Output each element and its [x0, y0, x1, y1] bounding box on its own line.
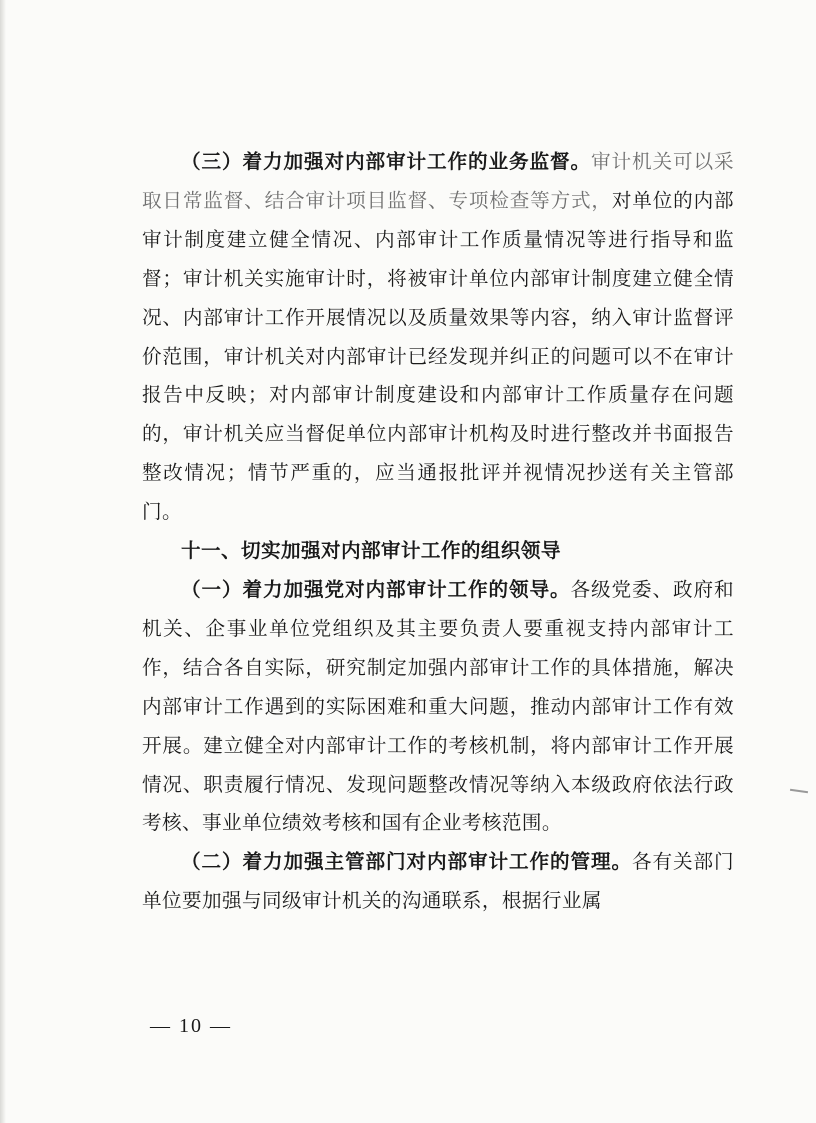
- paragraph-text: 各有关部门单位要加强与同级审计机关的沟通联系，根据行业属: [142, 850, 734, 913]
- paragraph-text: 各级党委、政府和机关、企事业单位党组织及其主要负责人要重视支持内部审计工作，结合各自实际，研究制定加强内部审计工作的具体措施，解决内部审计工作遇到的实际困难和重大问题，推动内部审计工作有效开展。建立健全对内部审计工作的考核机制，将内部审计工作开展情况、职责履行情况、发现问题整改情况等纳入本级政府依法行政考核、事业单位绩效考核和国有企业考核范围。: [142, 577, 734, 835]
- paragraph-lead: （三）着力加强对内部审计工作的业务监督。: [181, 150, 591, 173]
- paragraph-business-supervision: [142, 143, 734, 532]
- page-number: — 10 —: [150, 1015, 232, 1037]
- paragraph-party-leadership: [142, 571, 734, 843]
- paragraph-text: 对单位的内部审计制度建立健全情况、内部审计工作质量情况等进行指导和监督；审计机关实施审计时，将被审计单位内部审计制度建立健全情况、内部审计工作开展情况以及质量效果等内容，纳入审计监督评价范围，审计机关对内部审计已经发现并纠正的问题可以不在审计报告中反映；对内部审计制度建设和内部审计工作质量存在问题的，审计机关应当督促单位内部审计机构及时进行整改并书面报告整改情况；情节严重的，应当通报批评并视情况抄送有关主管部门。: [142, 188, 734, 524]
- paragraph-department-management: [142, 843, 734, 921]
- paragraph-lead: （一）着力加强党对内部审计工作的领导。: [181, 577, 571, 601]
- document-body: [142, 143, 734, 921]
- paragraph-text-faded: 审计机关可以采取日常监督、结合审计项目监督、专项检查等方式，: [142, 150, 734, 212]
- section-heading: 十一、切实加强对内部审计工作的组织领导: [181, 539, 561, 563]
- scan-artifact: [790, 789, 808, 793]
- paragraph-lead: （二）着力加强主管部门对内部审计工作的管理。: [181, 850, 632, 874]
